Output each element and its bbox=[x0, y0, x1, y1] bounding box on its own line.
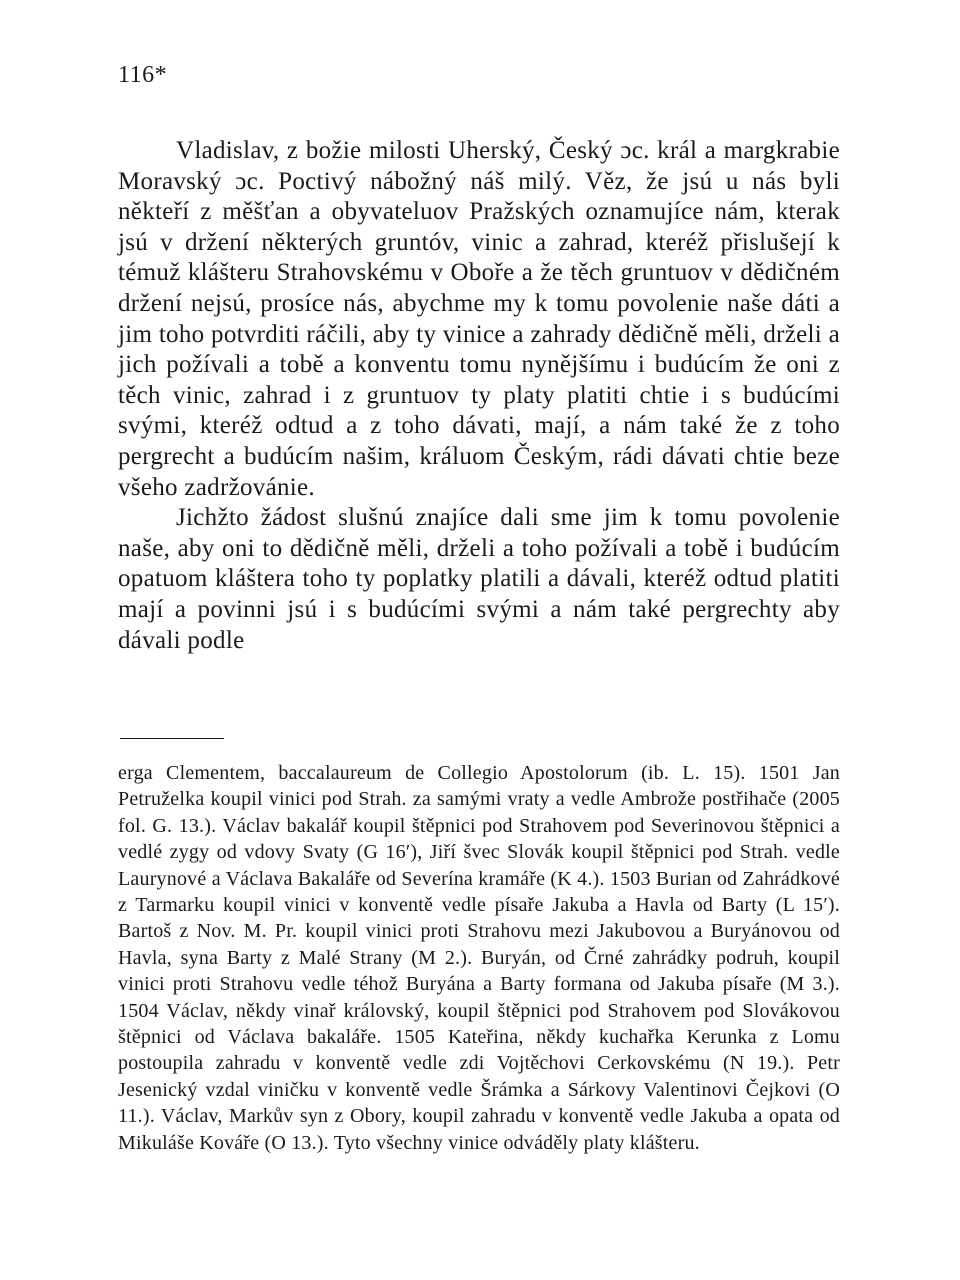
paragraph-charter-grant: Jichžto žádost slušnú znajíce dali sme jim k tomu povolenie naše, aby oni to dědičně měli, drželi a toho požívali a tobě i budúcím opatuom kláštera toho ty poplatky platili a dávali, kteréž odtud platiti mají a povinni jsú i s budúcími svými a nám také pergrechty aby dávali podle bbox=[118, 504, 840, 654]
page-number: 116* bbox=[118, 62, 168, 88]
paragraph-charter-opening: Vladislav, z božie milosti Uherský, Český ɔc. král a margkrabie Moravský ɔc. Poctivý nábožný náš milý. Věz, že jsú u nás byli někteří z měšťan a obyvateluov Pražských oznamujíce nám, kterak jsú v držení některých gruntóv, vinic a zahrad, kteréž přislušejí k témuž klášteru Strahovskému v Oboře a že těch gruntuov v dědičném držení nejsú, prosíce nás, abychme my k tomu povolenie naše dáti a jim toho potvrditi ráčili, aby ty vinice a zahrady dědičně měli, drželi a jich požívali a tobě a konventu tomu nynějšímu i budúcím že oni z těch vinic, zahrad i z gruntuov ty platy platiti chtie i s budúcími svými, kteréž odtud a z toho dávati, mají, a nám také že z toho pergrecht a budúcím našim, králuom Českým, rádi dávati chtie beze všeho zadržovánie. bbox=[118, 137, 840, 501]
footnotes bbox=[118, 760, 840, 1156]
main-text bbox=[118, 136, 840, 656]
footnote-separator bbox=[120, 738, 224, 739]
footnote-text: erga Clementem, baccalaureum de Collegio Apostolorum (ib. L. 15). 1501 Jan Petruželka koupil vinici pod Strah. za samými vraty a vedle Ambrože postřihače (2005 fol. G. 13.). Václav bakalář koupil štěpnici pod Strahovem pod Severinovou štěpnici a vedlé zygy od vdovy Svaty (G 16′), Jiří švec Slovák koupil štěpnici pod Strah. vedle Laurynové a Václava Bakaláře od Severína kramáře (K 4.). 1503 Burian od Zahrádkové z Tarmarku koupil vinici v konventě vedle písaře Jakuba a Havla od Barty (L 15′). Bartoš z Nov. M. Pr. koupil vinici proti Strahovu mezi Jakubovou a Buryánovou od Havla, syna Barty z Malé Strany (M 2.). Buryán, od Črné zahrádky podruh, koupil vinici proti Strahovu vedle téhož Buryána a Barty formana od Jakuba písaře (M 3.). 1504 Václav, někdy vinař královský, koupil štěpnici pod Strahovem pod Slovákovou štěpnici od Václava bakaláře. 1505 Kateřina, někdy kuchařka Kerunka z Lomu postoupila zahradu v konventě vedle zdi Vojtěchovi Cerkovskému (N 19.). Petr Jesenický vzdal viničku v konventě vedle Šrámka a Sárkovy Valentinovi Čejkovi (O 11.). Václav, Markův syn z Obory, koupil zahradu v konventě vedle Jakuba a opata od Mikuláše Kováře (O 13.). Tyto všechny vinice odváděly platy klášteru. bbox=[118, 762, 840, 1154]
